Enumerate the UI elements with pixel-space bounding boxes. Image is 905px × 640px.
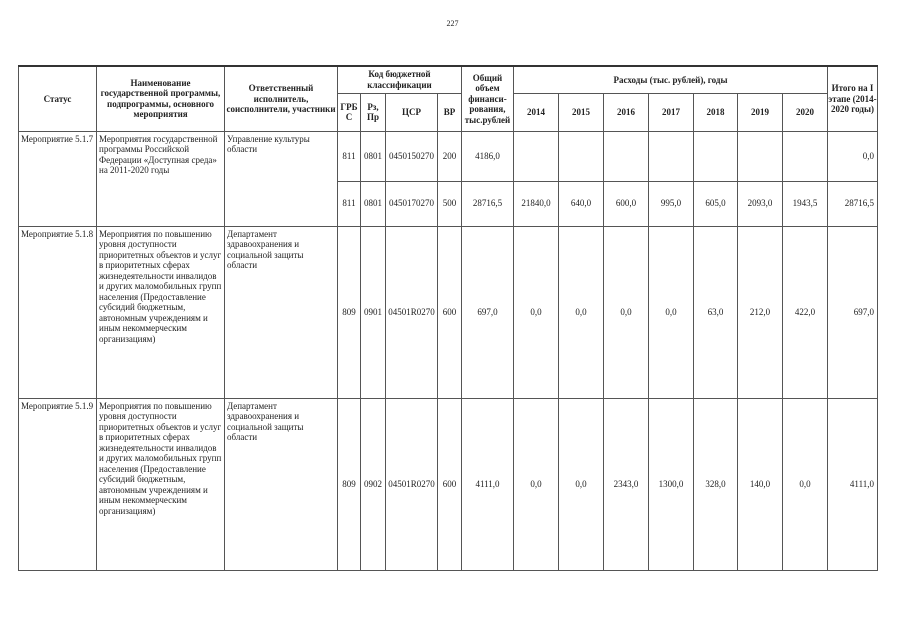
cell-grbs: 811 bbox=[338, 181, 361, 226]
cell-total: 4186,0 bbox=[462, 131, 514, 181]
cell-2019: 2093,0 bbox=[738, 181, 783, 226]
cell-itogo: 28716,5 bbox=[828, 181, 878, 226]
cell-csr: 0450170270 bbox=[386, 181, 438, 226]
header-grbs: ГРБ С bbox=[338, 93, 361, 131]
cell-2016: 2343,0 bbox=[604, 398, 649, 570]
cell-rzpr: 0801 bbox=[361, 131, 386, 181]
cell-2020 bbox=[783, 131, 828, 181]
cell-2015: 640,0 bbox=[559, 181, 604, 226]
header-total-volume: Общий объем финанси-рования, тыс.рублей bbox=[462, 66, 514, 131]
cell-2018 bbox=[694, 131, 738, 181]
cell-vr: 600 bbox=[438, 398, 462, 570]
cell-2019: 212,0 bbox=[738, 226, 783, 398]
cell-2015: 0,0 bbox=[559, 226, 604, 398]
row-executor: Департамент здравоохранения и социальной защиты области bbox=[225, 398, 338, 570]
row-status: Мероприятие 5.1.9 bbox=[19, 398, 97, 570]
cell-2014: 0,0 bbox=[514, 226, 559, 398]
table-row bbox=[19, 398, 878, 570]
page-number: 227 bbox=[446, 19, 459, 28]
row-name: Мероприятия по повышению уровня доступности приоритетных объектов и услуг в приоритетных сферах жизнедеятельности инвалидов и других маломобильных групп населения (Предоставление субсидий бюджетным, автономным учреждениям и иным некоммерческим организациям) bbox=[97, 226, 225, 398]
cell-2016: 0,0 bbox=[604, 226, 649, 398]
cell-itogo: 0,0 bbox=[828, 131, 878, 181]
cell-rzpr: 0902 bbox=[361, 398, 386, 570]
cell-csr: 0450150270 bbox=[386, 131, 438, 181]
cell-itogo: 697,0 bbox=[828, 226, 878, 398]
cell-grbs: 811 bbox=[338, 131, 361, 181]
cell-2019: 140,0 bbox=[738, 398, 783, 570]
header-vr: ВР bbox=[438, 93, 462, 131]
header-year-2017: 2017 bbox=[649, 93, 694, 131]
table-row bbox=[19, 131, 878, 181]
header-expenses: Расходы (тыс. рублей), годы bbox=[514, 66, 828, 93]
cell-rzpr: 0801 bbox=[361, 181, 386, 226]
header-csr: ЦСР bbox=[386, 93, 438, 131]
header-year-2020: 2020 bbox=[783, 93, 828, 131]
cell-2014: 21840,0 bbox=[514, 181, 559, 226]
cell-2018: 63,0 bbox=[694, 226, 738, 398]
cell-csr: 04501R0270 bbox=[386, 398, 438, 570]
cell-2018: 605,0 bbox=[694, 181, 738, 226]
header-name: Наименование государственной программы, подпрограммы, основного мероприятия bbox=[97, 66, 225, 131]
cell-2014 bbox=[514, 131, 559, 181]
table-row bbox=[19, 226, 878, 398]
cell-vr: 200 bbox=[438, 131, 462, 181]
row-status: Мероприятие 5.1.8 bbox=[19, 226, 97, 398]
cell-total: 4111,0 bbox=[462, 398, 514, 570]
cell-vr: 500 bbox=[438, 181, 462, 226]
cell-rzpr: 0901 bbox=[361, 226, 386, 398]
cell-2020: 422,0 bbox=[783, 226, 828, 398]
cell-vr: 600 bbox=[438, 226, 462, 398]
cell-2016 bbox=[604, 131, 649, 181]
row-status: Мероприятие 5.1.7 bbox=[19, 131, 97, 226]
cell-2019 bbox=[738, 131, 783, 181]
cell-2017 bbox=[649, 131, 694, 181]
header-status: Статус bbox=[19, 66, 97, 131]
budget-table bbox=[18, 65, 878, 571]
cell-2016: 600,0 bbox=[604, 181, 649, 226]
row-name: Мероприятия по повышению уровня доступности приоритетных объектов и услуг в приоритетных сферах жизнедеятельности инвалидов и других маломобильных групп населения (Предоставление субсидий бюджетным, автономным учреждениям и иным некоммерческим организациям) bbox=[97, 398, 225, 570]
cell-total: 28716,5 bbox=[462, 181, 514, 226]
cell-grbs: 809 bbox=[338, 398, 361, 570]
header-year-2018: 2018 bbox=[694, 93, 738, 131]
cell-grbs: 809 bbox=[338, 226, 361, 398]
cell-total: 697,0 bbox=[462, 226, 514, 398]
cell-2020: 0,0 bbox=[783, 398, 828, 570]
header-year-2016: 2016 bbox=[604, 93, 649, 131]
cell-2017: 1300,0 bbox=[649, 398, 694, 570]
row-name: Мероприятия государственной программы Российской Федерации «Доступная среда» на 2011-2020 годы bbox=[97, 131, 225, 226]
cell-2015 bbox=[559, 131, 604, 181]
cell-2017: 995,0 bbox=[649, 181, 694, 226]
header-rzpr: Рз, Пр bbox=[361, 93, 386, 131]
cell-csr: 04501R0270 bbox=[386, 226, 438, 398]
header-year-2015: 2015 bbox=[559, 93, 604, 131]
row-executor: Департамент здравоохранения и социальной защиты области bbox=[225, 226, 338, 398]
header-itogo: Итого на I этапе (2014-2020 годы) bbox=[828, 66, 878, 131]
cell-2018: 328,0 bbox=[694, 398, 738, 570]
cell-itogo: 4111,0 bbox=[828, 398, 878, 570]
cell-2014: 0,0 bbox=[514, 398, 559, 570]
cell-2015: 0,0 bbox=[559, 398, 604, 570]
row-executor: Управление культуры области bbox=[225, 131, 338, 226]
header-year-2019: 2019 bbox=[738, 93, 783, 131]
cell-2020: 1943,5 bbox=[783, 181, 828, 226]
header-budget-code: Код бюджетной классификации bbox=[338, 66, 462, 93]
header-year-2014: 2014 bbox=[514, 93, 559, 131]
header-executor: Ответственный исполнитель, соисполнители, участники bbox=[225, 66, 338, 131]
cell-2017: 0,0 bbox=[649, 226, 694, 398]
